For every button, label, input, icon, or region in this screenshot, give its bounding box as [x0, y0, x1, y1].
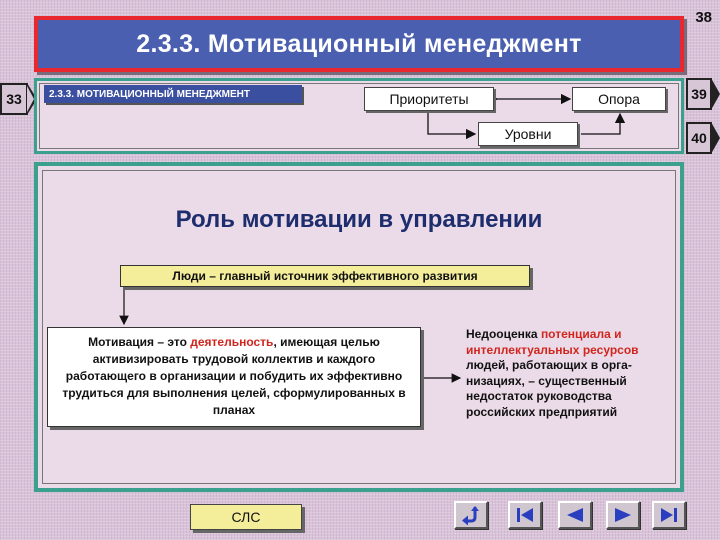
- next-slide-icon: [612, 506, 634, 524]
- section-chip[interactable]: 2.3.3. МОТИВАЦИОННЫЙ МЕНЕДЖМЕНТ: [44, 85, 302, 103]
- next-section-tag-40[interactable]: 40: [686, 122, 712, 154]
- underestimation-highlight: потенциала и интеллектуальных ресурсов: [466, 327, 639, 357]
- first-slide-button[interactable]: [508, 501, 542, 529]
- underestimation-rest: людей, работающих в орга-низациях, – существенный недостаток руководства российских предприятий: [466, 358, 632, 419]
- people-statement-text: Люди – главный источник эффективного развития: [172, 269, 478, 283]
- slide-number: 38: [695, 9, 712, 26]
- prev-slide-icon: [564, 506, 586, 524]
- motivation-definition-box: [47, 327, 421, 427]
- prev-section-tag[interactable]: 33: [0, 83, 28, 115]
- support-node[interactable]: Опора: [572, 87, 666, 111]
- underestimation-note: [466, 327, 678, 420]
- people-statement-box: [120, 265, 530, 287]
- next-slide-button[interactable]: [606, 501, 640, 529]
- levels-node[interactable]: Уровни: [478, 122, 578, 146]
- return-button[interactable]: [454, 501, 488, 529]
- underestimation-prefix: Недооценка: [466, 327, 541, 341]
- next-section-tag-39[interactable]: 39: [686, 78, 712, 110]
- first-slide-icon: [514, 506, 536, 524]
- last-slide-icon: [658, 506, 680, 524]
- return-icon: [460, 505, 482, 525]
- priorities-node[interactable]: Приоритеты: [364, 87, 494, 111]
- main-heading: Роль мотивации в управлении: [175, 206, 543, 233]
- last-slide-button[interactable]: [652, 501, 686, 529]
- prev-slide-button[interactable]: [558, 501, 592, 529]
- motivation-highlight: деятельность: [190, 335, 274, 349]
- slide-title: 2.3.3. Мотивационный менеджмент: [136, 29, 582, 58]
- slc-button[interactable]: СЛС: [190, 504, 302, 530]
- motivation-rest: , имеющая целью активизировать трудовой коллектив и каждого работающего в организации и побудить их эффективно трудиться для выполнения целей, сформулированных в планах: [62, 335, 406, 417]
- motivation-prefix: Мотивация – это: [88, 335, 191, 349]
